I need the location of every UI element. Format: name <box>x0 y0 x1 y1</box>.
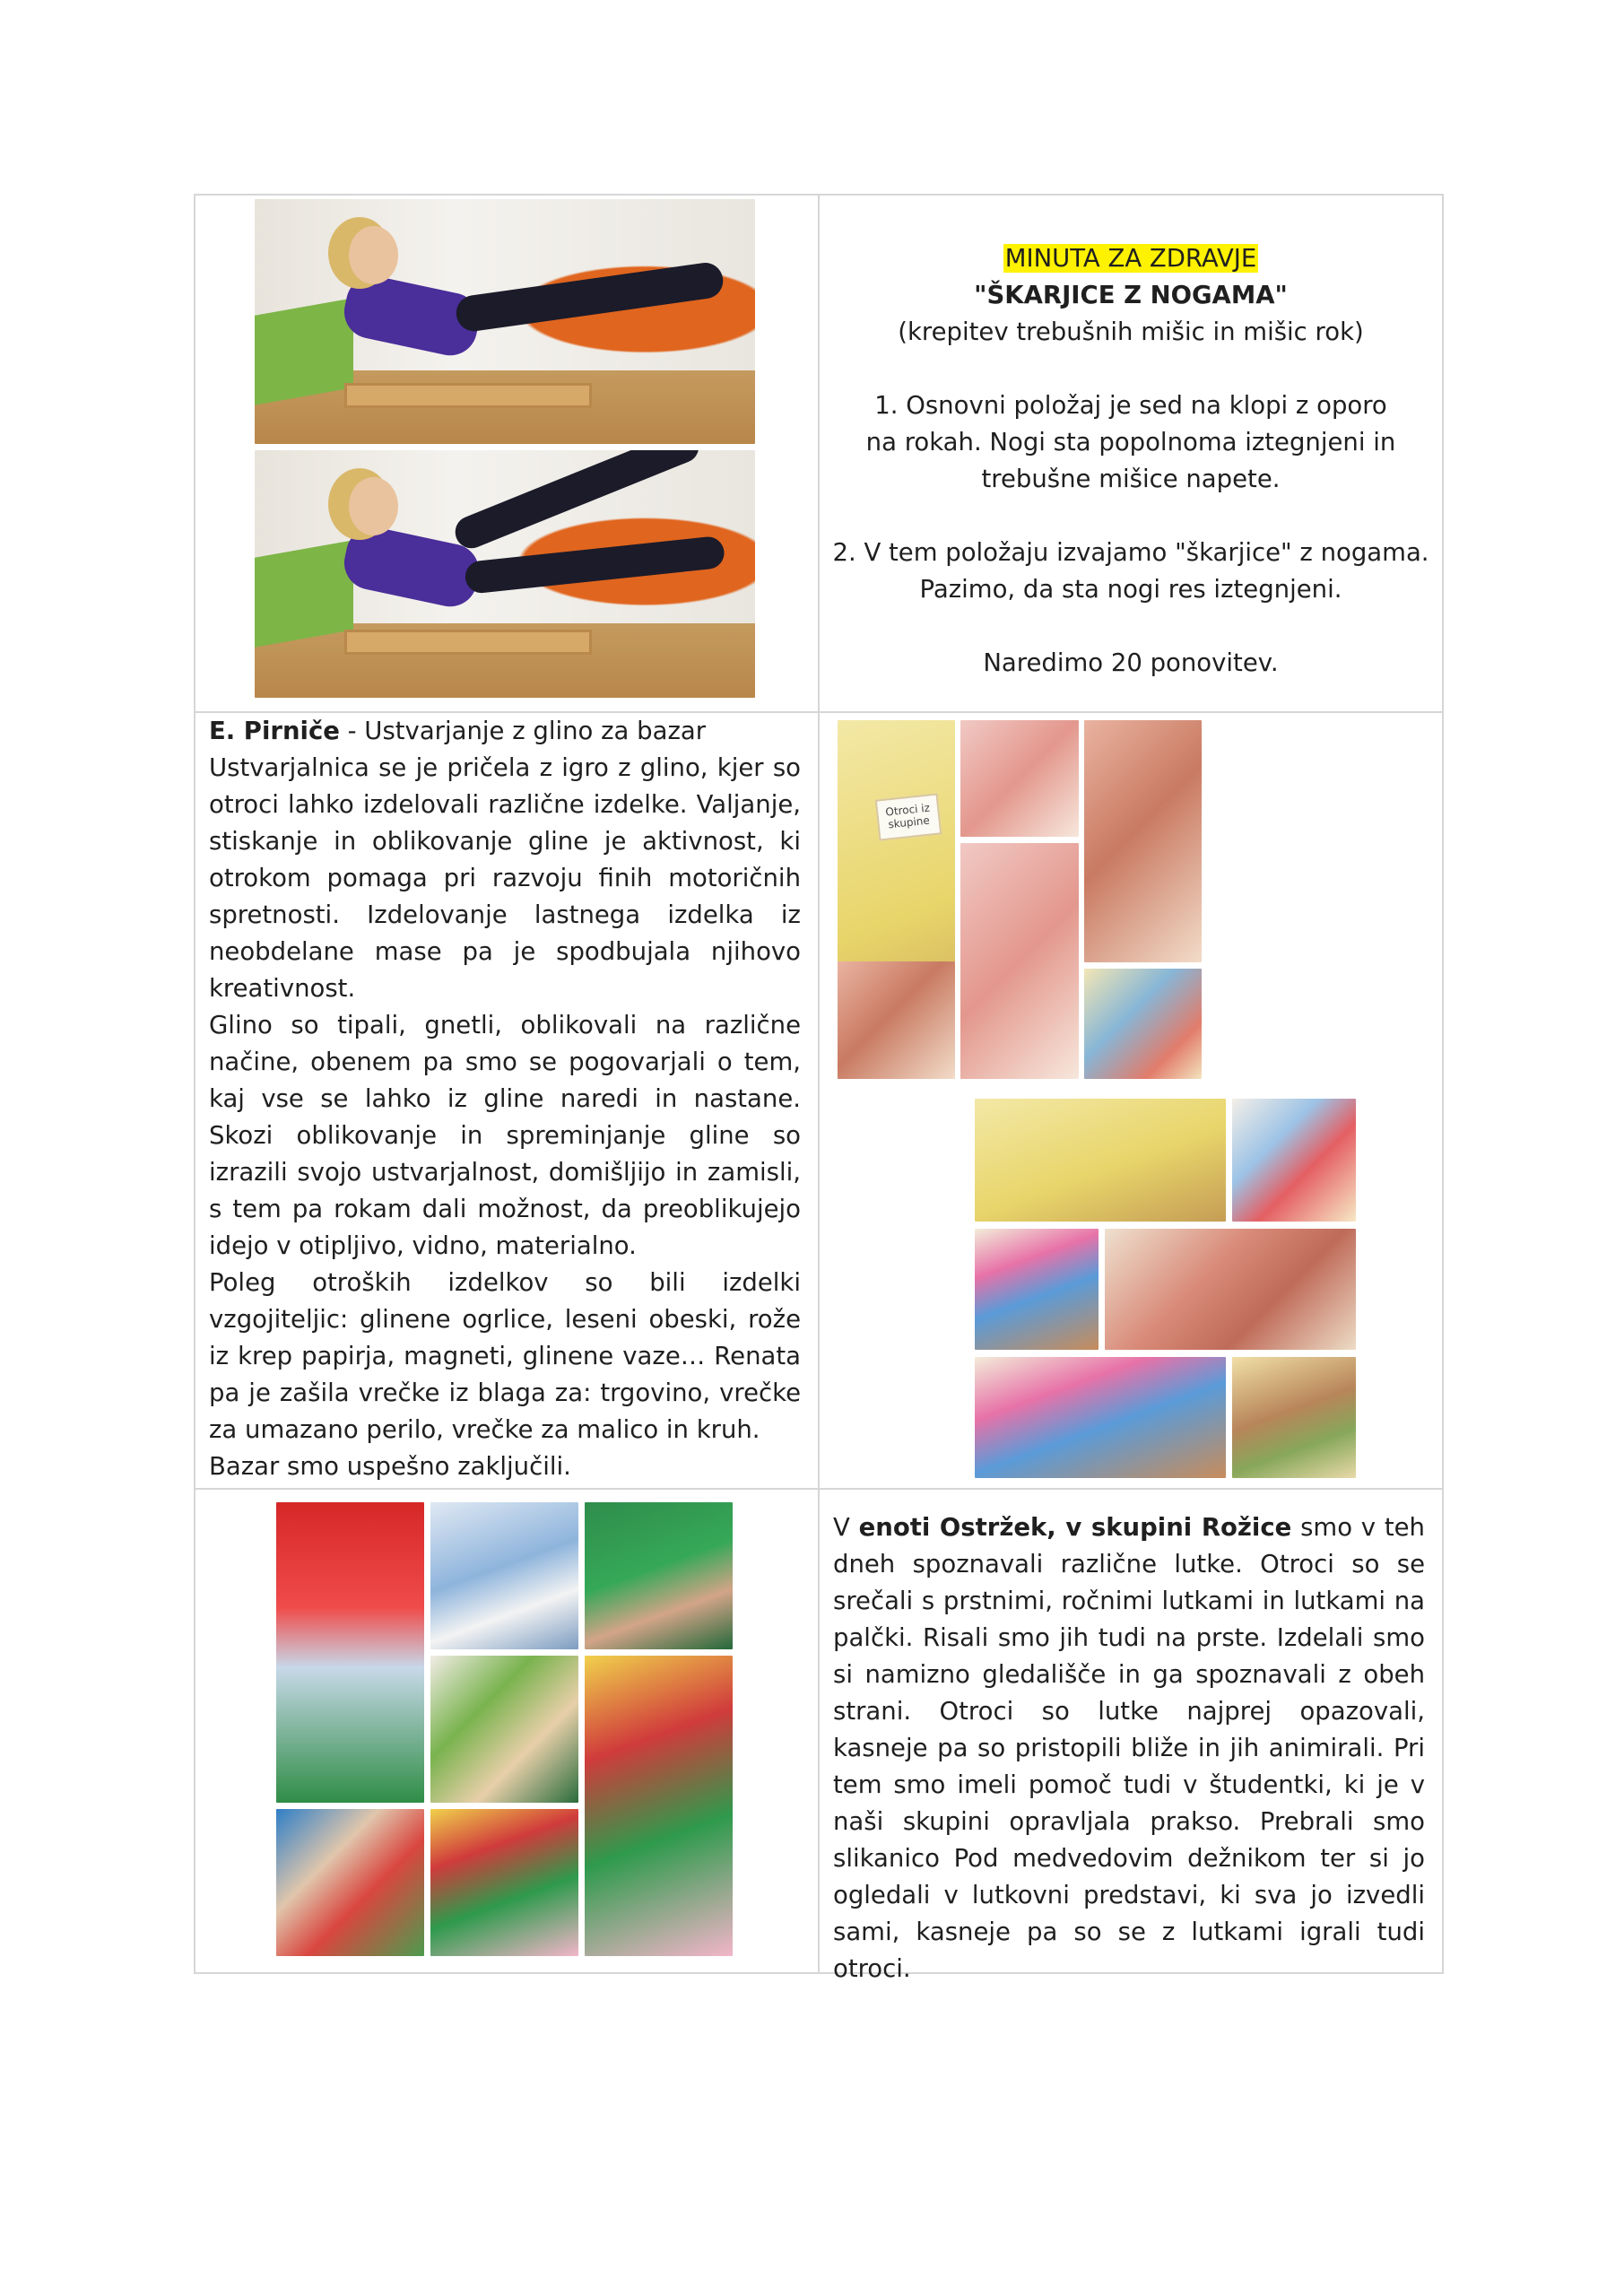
health-minute-step2: 2. V tem položaju izvajamo "škarjice" z nogama. Pazimo, da sta nogi res iztegnjeni. <box>832 538 1429 604</box>
bazar-closing: Bazar smo uspešno zaključili. <box>209 1452 571 1481</box>
exercise-photo-bottom <box>255 450 755 698</box>
bazar-photo-pots <box>1232 1357 1356 1478</box>
bazar-photo-magnets <box>1084 969 1202 1079</box>
puppets-photo-hand <box>585 1502 733 1649</box>
health-minute-title: MINUTA ZA ZDRAVJE <box>1004 244 1257 273</box>
bazar-photo-flowers-table <box>975 1357 1226 1478</box>
bazar-text <box>209 713 801 1485</box>
bazar-paragraph-2: Glino so tipali, gnetli, oblikovali na različne načine, obenem pa smo se pogovarjali o tem, kaj vse se lahko iz gline naredi in nastane. Skozi oblikovanje in spreminjanje gline so izrazili svojo ustvarjalnost, domišljijo in zamisli, s tem pa rokam dali možnost, da preoblikujejo idejo v otipljivo, vidno, materialno. <box>209 1011 801 1260</box>
exercise-photos-cell <box>195 195 819 712</box>
health-minute-cell <box>819 195 1443 712</box>
puppets-photo-kids-3 <box>585 1656 733 1956</box>
puppets-photo-kids-2 <box>430 1656 578 1803</box>
puppets-unit: enoti Ostržek, v skupini Rožice <box>858 1513 1292 1542</box>
bazar-paragraph-1: Ustvarjalnica se je pričela z igro z glino, kjer so otroci lahko izdelovali različne izdelke. Valjanje, stiskanje in oblikovanje gline je aktivnost, ki otrokom pomaga pri razvoju finih motoričnih spretnosti. Izdelovanje lastnega izdelka iz neobdelane mase pa je spodbujala njihovo kreativnost. <box>209 753 801 1003</box>
puppets-photo-kids-5 <box>430 1809 578 1956</box>
bazar-paragraph-3: Poleg otroških izdelkov so bili izdelki vzgojiteljic: glinene ogrlice, leseni obeski, rože iz krep papirja, magneti, glinene vaze… Renata pa je zašila vrečke iz blaga za: trgovino, vrečke za umazano perilo, vrečke za malico in kruh. <box>209 1268 801 1444</box>
bazar-heading-location: E. Pirniče <box>209 717 340 745</box>
bazar-photo-table-items <box>975 1099 1226 1222</box>
newsletter-table <box>194 194 1444 1983</box>
puppets-photos-cell <box>195 1489 819 1973</box>
bazar-photo-flower-vases <box>975 1229 1099 1350</box>
bazar-photo-hearts-boxes <box>1105 1229 1356 1350</box>
puppets-text-cell <box>819 1489 1443 1983</box>
bazar-photo-hangings <box>960 843 1079 1079</box>
health-minute-subtitle: "ŠKARJICE Z NOGAMA" <box>974 281 1288 309</box>
bazar-photos-cell <box>819 712 1443 1489</box>
bazar-sign <box>875 793 942 840</box>
exercise-photo-top <box>255 199 755 444</box>
puppets-intro: V <box>833 1513 859 1542</box>
puppets-photo-kids-1 <box>430 1502 578 1649</box>
bazar-text-cell <box>195 712 819 1489</box>
bazar-heading <box>209 713 801 750</box>
bazar-photo-clay-hearts <box>1084 720 1202 962</box>
puppets-photo-kids-4 <box>276 1809 424 1956</box>
puppets-text <box>833 1509 1425 1987</box>
health-minute-step1: 1. Osnovni položaj je sed na klopi z oporo na rokah. Nogi sta popolnoma iztegnjeni in trebušne mišice napete. <box>865 391 1396 493</box>
health-minute-purpose: (krepitev trebušnih mišic in mišic rok) <box>898 317 1364 346</box>
bazar-photo-baskets <box>960 720 1079 837</box>
puppets-photo-theatre <box>276 1502 424 1803</box>
puppets-body: smo v teh dneh spoznavali različne lutke. Otroci so se srečali s prstnimi, ročnimi lutkami in lutkami na palčki. Risali smo jih tudi na prste. Izdelali smo si namizno gledališče in ga spoznavali z obeh strani. Otroci so lutke najprej opazovali, kasneje pa so pristopili bliže in jih animirali. Pri tem smo imeli pomoč tudi v študentki, ki je v naši skupini opravljala prakso. Prebrali smo slikanico Pod medvedovim dežnikom ter si jo ogledali v lutkovni predstavi, ki sva jo izvedli sami, kasneje pa so se z lutkami igrali tudi otroci. <box>833 1513 1425 1983</box>
bazar-sign-text: Otroci iz skupine <box>884 801 931 831</box>
health-minute-repetitions: Naredimo 20 ponovitev. <box>983 648 1279 677</box>
bazar-photo-clay-pieces <box>838 961 955 1079</box>
bazar-heading-title: - Ustvarjanje z glino za bazar <box>339 717 707 745</box>
health-minute-text <box>820 240 1442 682</box>
bazar-photo-cups <box>1232 1099 1356 1222</box>
